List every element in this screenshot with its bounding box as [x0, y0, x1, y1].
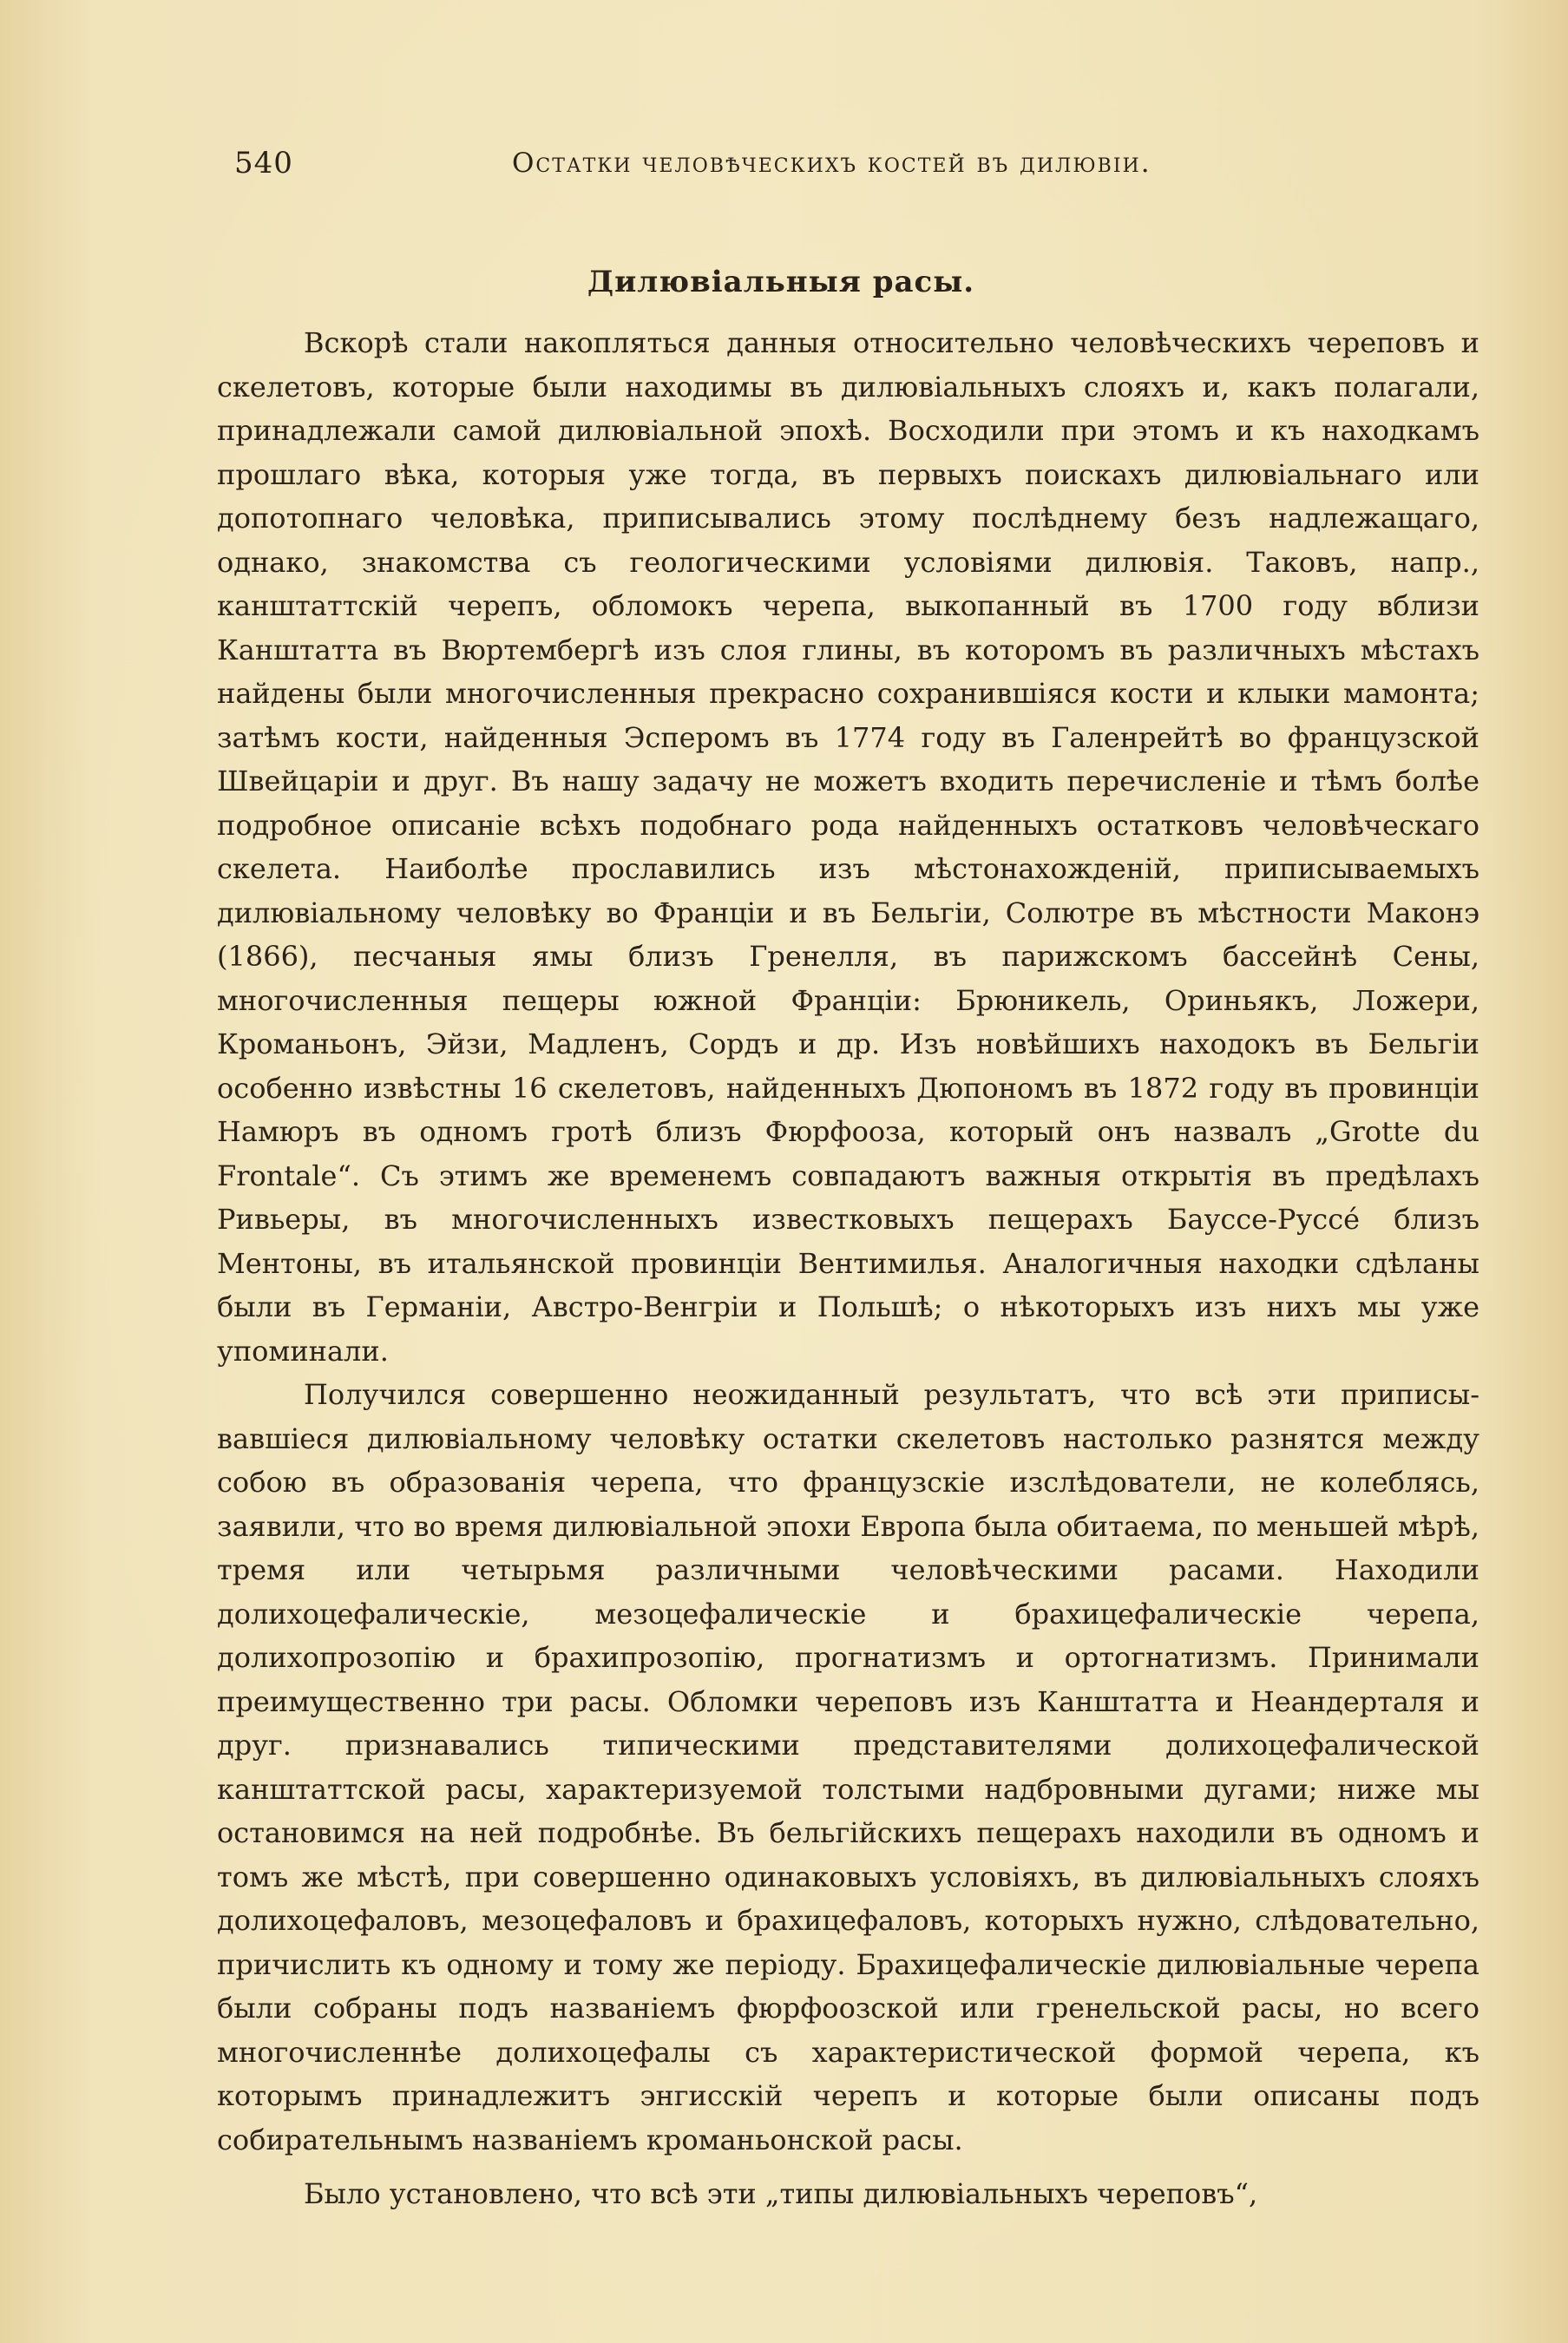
body-text	[217, 321, 1479, 2162]
page-header	[234, 139, 1354, 187]
paragraph-2: Получился совершенно неожиданный результатъ, что всѣ эти приписывавшіеся дилювіальному человѣку остатки скелетовъ настолько разнятся между собою въ образованія черепа, что французскіе изслѣдователи, не колеблясь, заявили, что во время дилювіальной эпохи Европа была обитаема, по меньшей мѣрѣ, тремя или четырьмя различными человѣческими расами. Находили долихоцефалическіе, мезоцефалическіе и брахицефалическіе черепа, долихопрозопію и брахипрозопію, прогнатизмъ и ортогнатизмъ. Принимали преимущественно три расы. Обломки череповъ изъ Канштатта и Неандерталя и друг. признавались типическими представителями долихоцефалической канштаттской расы, характеризуемой толстыми надбровными дугами; ниже мы остановимся на ней подробнѣе. Въ бельгійскихъ пещерахъ находили въ одномъ и томъ же мѣстѣ, при совершенно одинаковыхъ условіяхъ, въ дилювіальныхъ слояхъ долихоцефаловъ, мезоцефаловъ и брахицефаловъ, которыхъ нужно, слѣдовательно, причислить къ одному и тому же періоду. Брахицефалическіе дилювіальные черепа были собраны подъ названіемъ фюрфоозской или гренельской расы, но всего многочисленнѣе долихоцефалы съ характеристической формой черепа, къ которымъ принадлежитъ энгисскій черепъ и которые были описаны подъ собирательнымъ названіемъ кроманьонской расы.	[217, 1378, 1479, 2156]
paragraph-1: Вскорѣ стали накопляться данныя относительно человѣческихъ череповъ и скелетовъ, которые были находимы въ дилювіальныхъ слояхъ и, какъ полагали, принадлежали самой дилювіальной эпохѣ. Восходили при этомъ и къ находкамъ прошлаго вѣка, которыя уже тогда, въ первыхъ поискахъ дилювіальнаго или допотопнаго человѣка, приписывались этому послѣднему безъ надлежащаго, однако, знакомства съ геологическими условіями дилювія. Таковъ, напр., канштаттскій черепъ, обломокъ черепа, выкопанный въ 1700 году вблизи Канштатта въ Вюртембергѣ изъ слоя глины, въ которомъ въ различныхъ мѣстахъ найдены были многочисленныя прекрасно сохранившіяся кости и клыки мамонта; затѣмъ кости, найденныя Эсперомъ въ 1774 году въ Галенрейтѣ во французской Швейцаріи и друг. Въ нашу задачу не можетъ входить перечисленіе и тѣмъ болѣе подробное описаніе всѣхъ подобнаго рода найденныхъ остатковъ человѣческаго скелета. Наиболѣе прославились изъ мѣстонахожденій, приписываемыхъ дилювіальному человѣку во Франціи и въ Бельгіи, Солютре въ мѣстности Маконэ (1866), песчаныя ямы близъ Гренелля, въ парижскомъ бассейнѣ Сены, многочисленныя пещеры южной Франціи: Брюникель, Ориньякъ, Ложери, Кроманьонъ, Эйзи, Мадленъ, Сордъ и др. Изъ новѣйшихъ находокъ въ Бельгіи особенно извѣстны 16 скелетовъ, найденныхъ Дюпономъ въ 1872 году въ провинціи Намюръ въ одномъ гротѣ близъ Фюрфооза, который онъ назвалъ „Grotte du Frontale“. Съ этимъ же временемъ совпадаютъ важныя открытія въ предѣлахъ Ривьеры, въ многочисленныхъ известковыхъ пещерахъ Бауссе-Руссé близъ Ментоны, въ итальянской провинціи Вентимилья. Аналогичныя находки сдѣланы были въ Германіи, Австро-Венгріи и Польшѣ; о нѣкоторыхъ изъ нихъ мы уже упоминали.	[217, 326, 1479, 1368]
last-line: Было установлено, что всѣ эти „типы дилювіальныхъ череповъ“,	[304, 2177, 1258, 2210]
running-head: Остатки человѣческихъ костей въ дилювіи.	[512, 148, 1151, 179]
page-number: 540	[234, 146, 293, 180]
section-title: Дилювіальныя расы.	[587, 265, 975, 299]
